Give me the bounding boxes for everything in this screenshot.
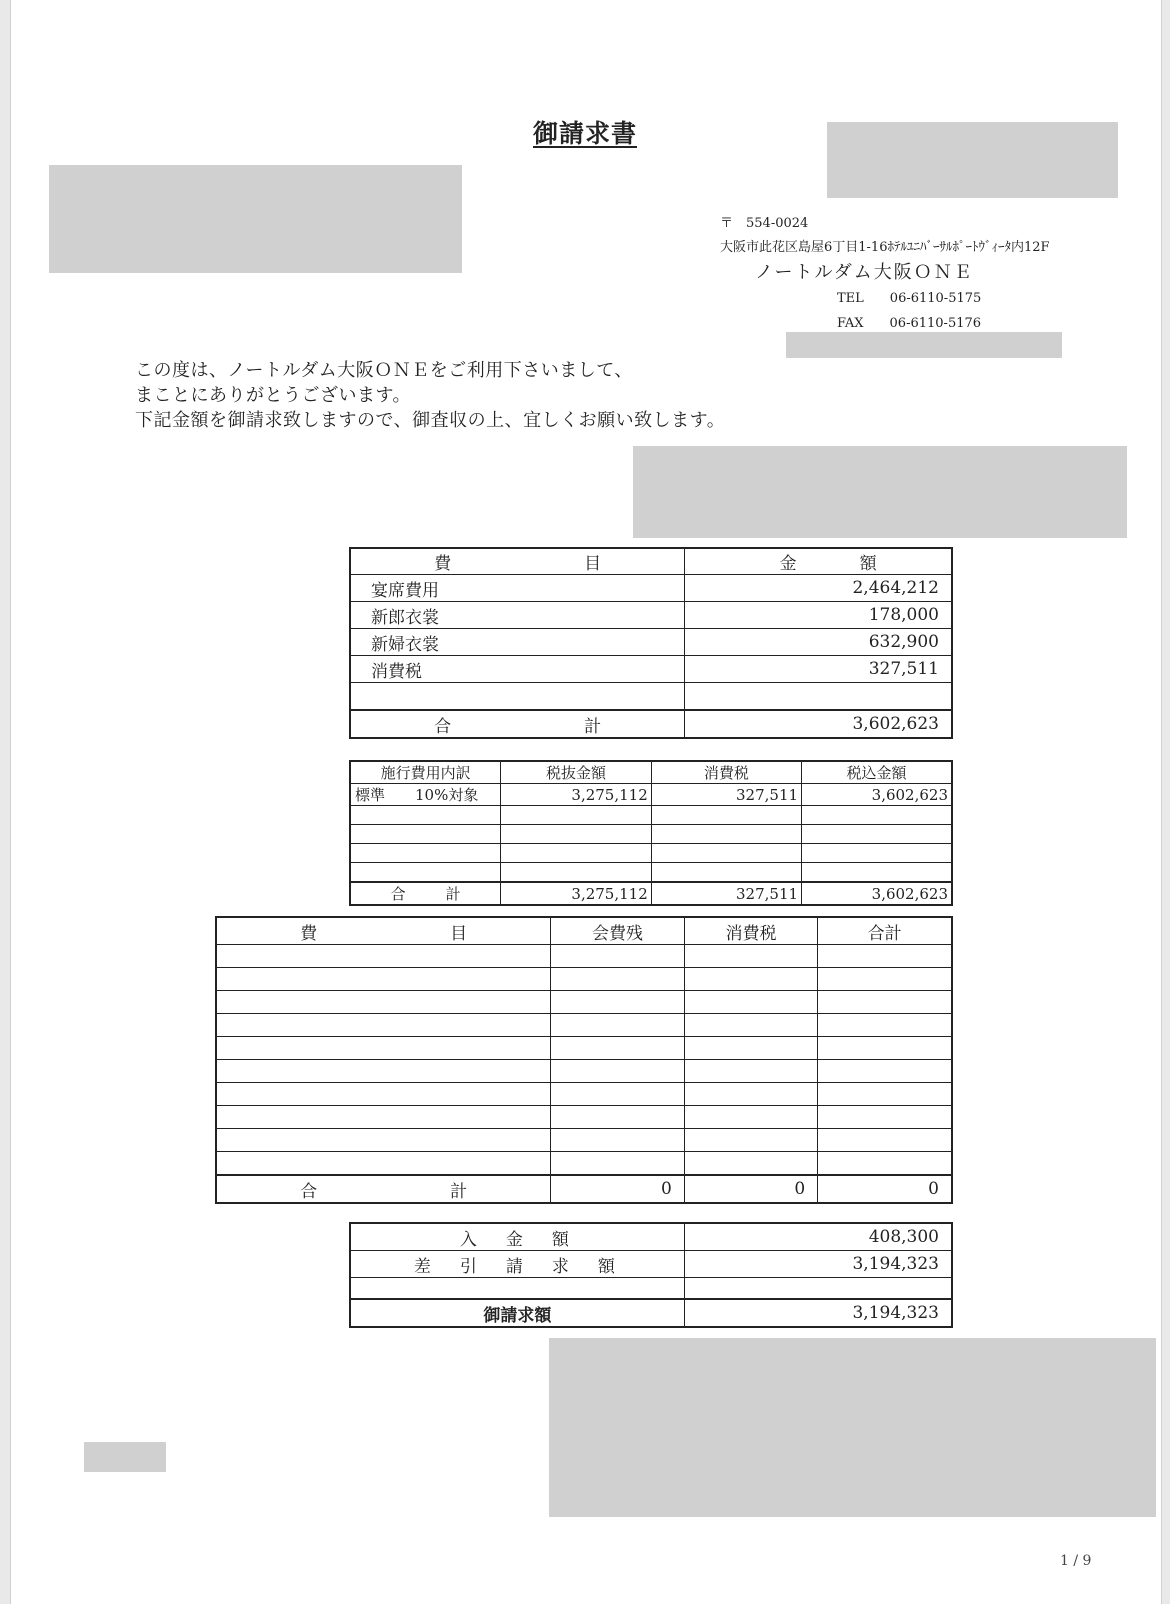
payment-label: 入 金 額 [350, 1223, 684, 1251]
greeting-line: 下記金額を御請求致しますので、御査収の上、宜しくお願い致します。 [135, 410, 726, 431]
greeting-line: まことにありがとうございます。 [135, 385, 412, 406]
value-cell: 3,275,112 [501, 784, 651, 806]
redacted-contact [786, 332, 1062, 358]
table-row [350, 825, 952, 844]
table-row [350, 1251, 952, 1278]
header-cell: 施行費用内訳 [350, 761, 501, 784]
summary-table [349, 1222, 953, 1328]
fee-label: 宴席費用 [350, 575, 685, 602]
redacted-event-info [633, 446, 1127, 538]
total-label: 合 計 [350, 710, 685, 738]
fee-amount: 632,900 [685, 629, 952, 656]
empty-cell [685, 683, 952, 711]
balance-label: 差 引 請 求 額 [350, 1251, 684, 1278]
table-row [350, 863, 952, 883]
value-cell: 327,511 [651, 882, 801, 905]
header-cell: 消費税 [651, 761, 801, 784]
fee-amount: 327,511 [685, 656, 952, 683]
header-cell: 税抜金額 [501, 761, 651, 784]
table-row [350, 1223, 952, 1251]
invoice-total-row [350, 1299, 952, 1327]
value-cell: 327,511 [651, 784, 801, 806]
table-row [350, 1278, 952, 1300]
row-label: 標準 10%対象 [350, 784, 501, 806]
value-cell: 0 [551, 1175, 684, 1203]
header-cell: 会費残 [551, 917, 684, 945]
redacted-bank-info [549, 1338, 1156, 1517]
value-cell: 0 [818, 1175, 952, 1203]
table-row [350, 784, 952, 806]
table-row [350, 656, 952, 683]
sender-tel: TEL 06-6110-5175 [837, 291, 982, 306]
sender-postal: 〒 554-0024 [720, 216, 809, 231]
table-row [216, 991, 952, 1014]
header-amount: 金 額 [685, 548, 952, 575]
table-row [216, 945, 952, 968]
table-row [216, 1129, 952, 1152]
total-label: 合 計 [350, 882, 501, 905]
table-header-row [350, 548, 952, 575]
fee-amount: 178,000 [685, 602, 952, 629]
total-label: 合 計 [216, 1175, 551, 1203]
empty-cell [350, 683, 685, 711]
table-row [350, 575, 952, 602]
value-cell: 3,602,623 [802, 882, 952, 905]
fee-label: 消費税 [350, 656, 685, 683]
table-row [350, 683, 952, 711]
table-row [350, 806, 952, 825]
table-row [350, 844, 952, 863]
table-row [216, 1014, 952, 1037]
redacted-stamp [84, 1442, 166, 1472]
greeting-line: この度は、ノートルダム大阪ＯＮＥをご利用下さいまして、 [135, 360, 633, 381]
header-cell: 税込金額 [802, 761, 952, 784]
value-cell: 0 [684, 1175, 817, 1203]
total-row [350, 882, 952, 905]
value-cell: 3,602,623 [802, 784, 952, 806]
table-row [216, 1083, 952, 1106]
table-row [216, 968, 952, 991]
fee-label: 新婦衣裳 [350, 629, 685, 656]
header-item: 費 目 [350, 548, 685, 575]
tax-breakdown-table [349, 760, 953, 906]
page-title: 御請求書 [532, 119, 637, 148]
sender-fax: FAX 06-6110-5176 [837, 316, 982, 331]
fees-table [349, 547, 953, 739]
redacted-recipient [49, 165, 462, 273]
table-row [216, 1152, 952, 1176]
total-amount: 3,602,623 [685, 710, 952, 738]
sender-address: 大阪市此花区島屋6丁目1-16ﾎﾃﾙﾕﾆﾊﾞｰｻﾙﾎﾟｰﾄｳﾞｨｰﾀ内12F [720, 240, 1050, 255]
header-cell: 消費税 [684, 917, 817, 945]
payment-amount: 408,300 [684, 1223, 952, 1251]
fee-label: 新郎衣裳 [350, 602, 685, 629]
invoice-label: 御請求額 [350, 1299, 684, 1327]
membership-table [215, 916, 953, 1204]
table-row [350, 629, 952, 656]
table-row [216, 1037, 952, 1060]
total-row [350, 710, 952, 738]
table-header-row [350, 761, 952, 784]
invoice-amount: 3,194,323 [684, 1299, 952, 1327]
page-number: 1 / 9 [1060, 1553, 1092, 1569]
table-row [216, 1106, 952, 1129]
header-cell: 合計 [818, 917, 952, 945]
total-row [216, 1175, 952, 1203]
balance-amount: 3,194,323 [684, 1251, 952, 1278]
value-cell: 3,275,112 [501, 882, 651, 905]
table-header-row [216, 917, 952, 945]
sender-name: ノートルダム大阪ＯＮＥ [755, 262, 974, 283]
table-row [350, 602, 952, 629]
fee-amount: 2,464,212 [685, 575, 952, 602]
table-row [216, 1060, 952, 1083]
header-item: 費 目 [216, 917, 551, 945]
greeting-text [135, 358, 725, 433]
